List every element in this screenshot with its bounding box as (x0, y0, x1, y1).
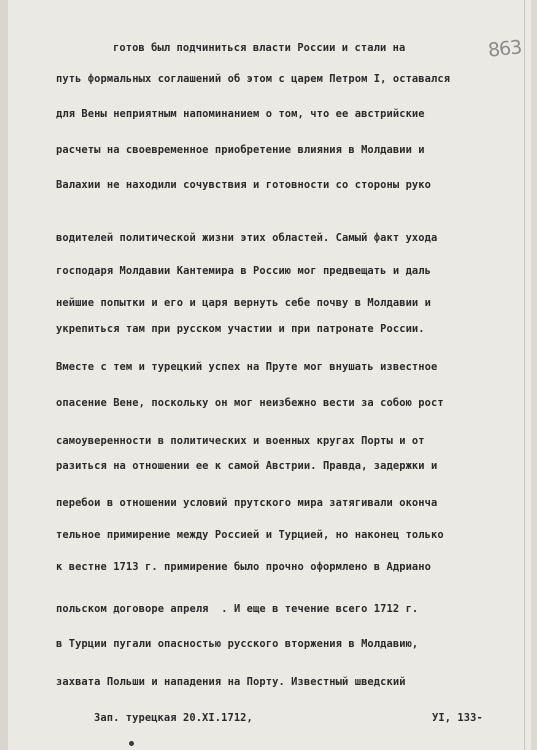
text-line: в Турции пугали опасностью русского вторжения в Молдавию, (56, 638, 419, 650)
footnote-reference: УI, 133- (432, 712, 483, 724)
text-line: перебои в отношении условий прутского мира затягивали оконча (56, 497, 438, 509)
text-line: к вестне 1713 г. примирение было прочно оформлено в Адриано (56, 561, 431, 573)
text-line: опасение Вене, поскольку он мог неизбежно вести за собою рост (56, 397, 444, 409)
text-line: тельное примирение между Россией и Турцией, но наконец только (56, 529, 444, 541)
footnote-source: Зап. турецкая 20.XI.1712, (94, 712, 253, 724)
text-line: для Вены неприятным напоминанием о том, что ее австрийские (56, 108, 425, 120)
text-line: самоуверенности в политических и военных кругах Порты и от (56, 435, 425, 447)
text-line: нейшие попытки и его и царя вернуть себе почву в Молдавии и (56, 297, 431, 309)
ink-dot (129, 741, 134, 746)
text-line: укрепиться там при русском участии и при патронате России. (56, 323, 425, 335)
text-line: расчеты на своевременное приобретение влияния в Молдавии и (56, 144, 425, 156)
page-crease (524, 0, 525, 750)
text-line: готов был подчиниться власти России и стали на (113, 42, 406, 54)
text-line: водителей политической жизни этих областей. Самый факт ухода (56, 232, 438, 244)
text-line: путь формальных соглашений об этом с царем Петром I, оставался (56, 73, 451, 85)
text-line: Валахии не находили сочувствия и готовности со стороны руко (56, 179, 431, 191)
text-line: захвата Польши и нападения на Порту. Известный шведский (56, 676, 406, 688)
text-line: господаря Молдавии Кантемира в Россию мог предвещать и даль (56, 265, 431, 277)
text-line: разиться на отношении ее к самой Австрии. Правда, задержки и (56, 460, 438, 472)
text-line: Вместе с тем и турецкий успех на Пруте мог внушать известное (56, 361, 438, 373)
text-line: польском договоре апреля . И еще в течение всего 1712 г. (56, 603, 419, 615)
folio-number: 863 (486, 36, 523, 62)
